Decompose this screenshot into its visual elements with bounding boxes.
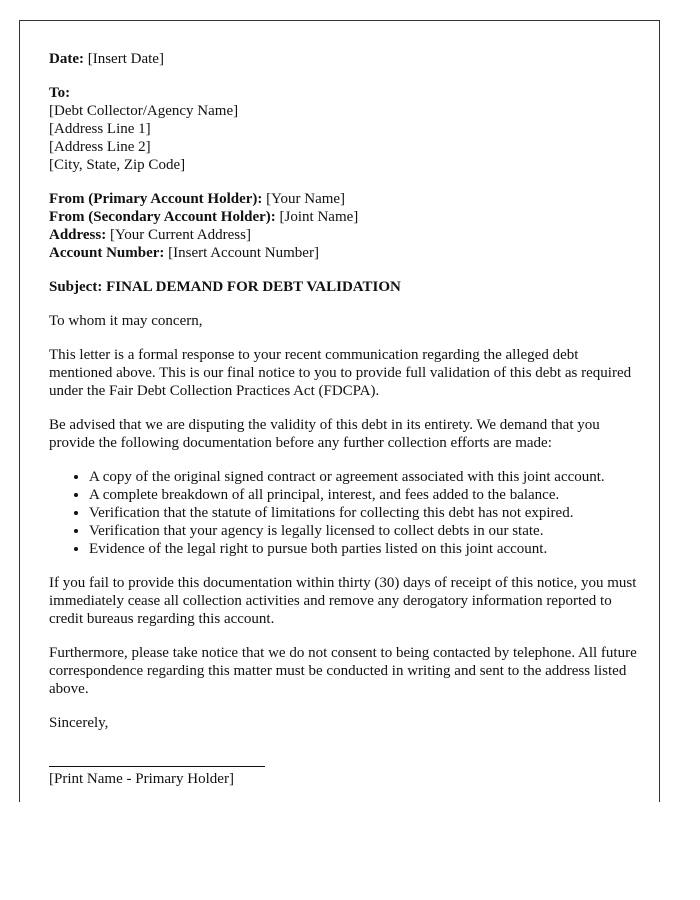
primary-holder-value: [Your Name] — [266, 191, 346, 207]
sender-address-label: Address: — [49, 227, 107, 243]
signature-line — [49, 766, 265, 767]
body-paragraph-2: Be advised that we are disputing the validity of this debt in its entirety. We demand that you provide the following documentation before any further collection efforts are made: — [49, 417, 600, 451]
primary-holder-label: From (Primary Account Holder): — [49, 191, 263, 207]
secondary-holder-label: From (Secondary Account Holder): — [49, 209, 276, 225]
recipient-name: [Debt Collector/Agency Name] — [49, 103, 239, 119]
subject-line — [49, 278, 639, 296]
recipient-address-line-1: [Address Line 1] — [49, 121, 151, 137]
sender-block — [49, 190, 639, 262]
subject-value: FINAL DEMAND FOR DEBT VALIDATION — [106, 279, 401, 295]
recipient-address-line-2: [Address Line 2] — [49, 139, 151, 155]
account-number-label: Account Number: — [49, 245, 165, 261]
date-label: Date: — [49, 51, 84, 67]
secondary-holder-value: [Joint Name] — [279, 209, 359, 225]
to-label: To: — [49, 85, 71, 101]
primary-holder-line — [49, 190, 639, 208]
body-paragraph-1: This letter is a formal response to your recent communication regarding the alleged debt mentioned above. This is our final notice to you to provide full validation of this debt as required under the Fair Debt Collection Practices Act (FDCPA). — [49, 347, 632, 399]
letter-page — [19, 20, 660, 802]
body-paragraph-3: If you fail to provide this documentation within thirty (30) days of receipt of this notice, you must immediately cease all collection activities and remove any derogatory information reported to credit bureaus regarding this account. — [49, 575, 637, 627]
secondary-holder-line — [49, 208, 639, 226]
list-item: • Evidence of the legal right to pursue both parties listed on this joint account. — [89, 540, 639, 558]
list-item: • A complete breakdown of all principal, interest, and fees added to the balance. — [89, 486, 639, 504]
letter-content — [49, 50, 639, 788]
list-item: • A copy of the original signed contract or agreement associated with this joint account. — [89, 468, 639, 486]
list-item: • Verification that the statute of limitations for collecting this debt has not expired. — [89, 504, 639, 522]
date-line — [49, 50, 639, 68]
subject-label: Subject: — [49, 279, 103, 295]
salutation: To whom it may concern, — [49, 313, 203, 329]
signature-print-name: [Print Name - Primary Holder] — [49, 771, 234, 787]
date-value: [Insert Date] — [87, 51, 164, 67]
account-number-line — [49, 244, 639, 262]
closing: Sincerely, — [49, 715, 109, 731]
recipient-city-state-zip: [City, State, Zip Code] — [49, 157, 186, 173]
recipient-block — [49, 84, 639, 174]
body-paragraph-4: Furthermore, please take notice that we do not consent to being contacted by telephone. All future correspondence regarding this matter must be conducted in writing and sent to the address listed above. — [49, 645, 637, 697]
sender-address-line — [49, 226, 639, 244]
account-number-value: [Insert Account Number] — [168, 245, 319, 261]
sender-address-value: [Your Current Address] — [109, 227, 251, 243]
requirements-list — [49, 468, 639, 558]
list-item: • Verification that your agency is legally licensed to collect debts in our state. — [89, 522, 639, 540]
